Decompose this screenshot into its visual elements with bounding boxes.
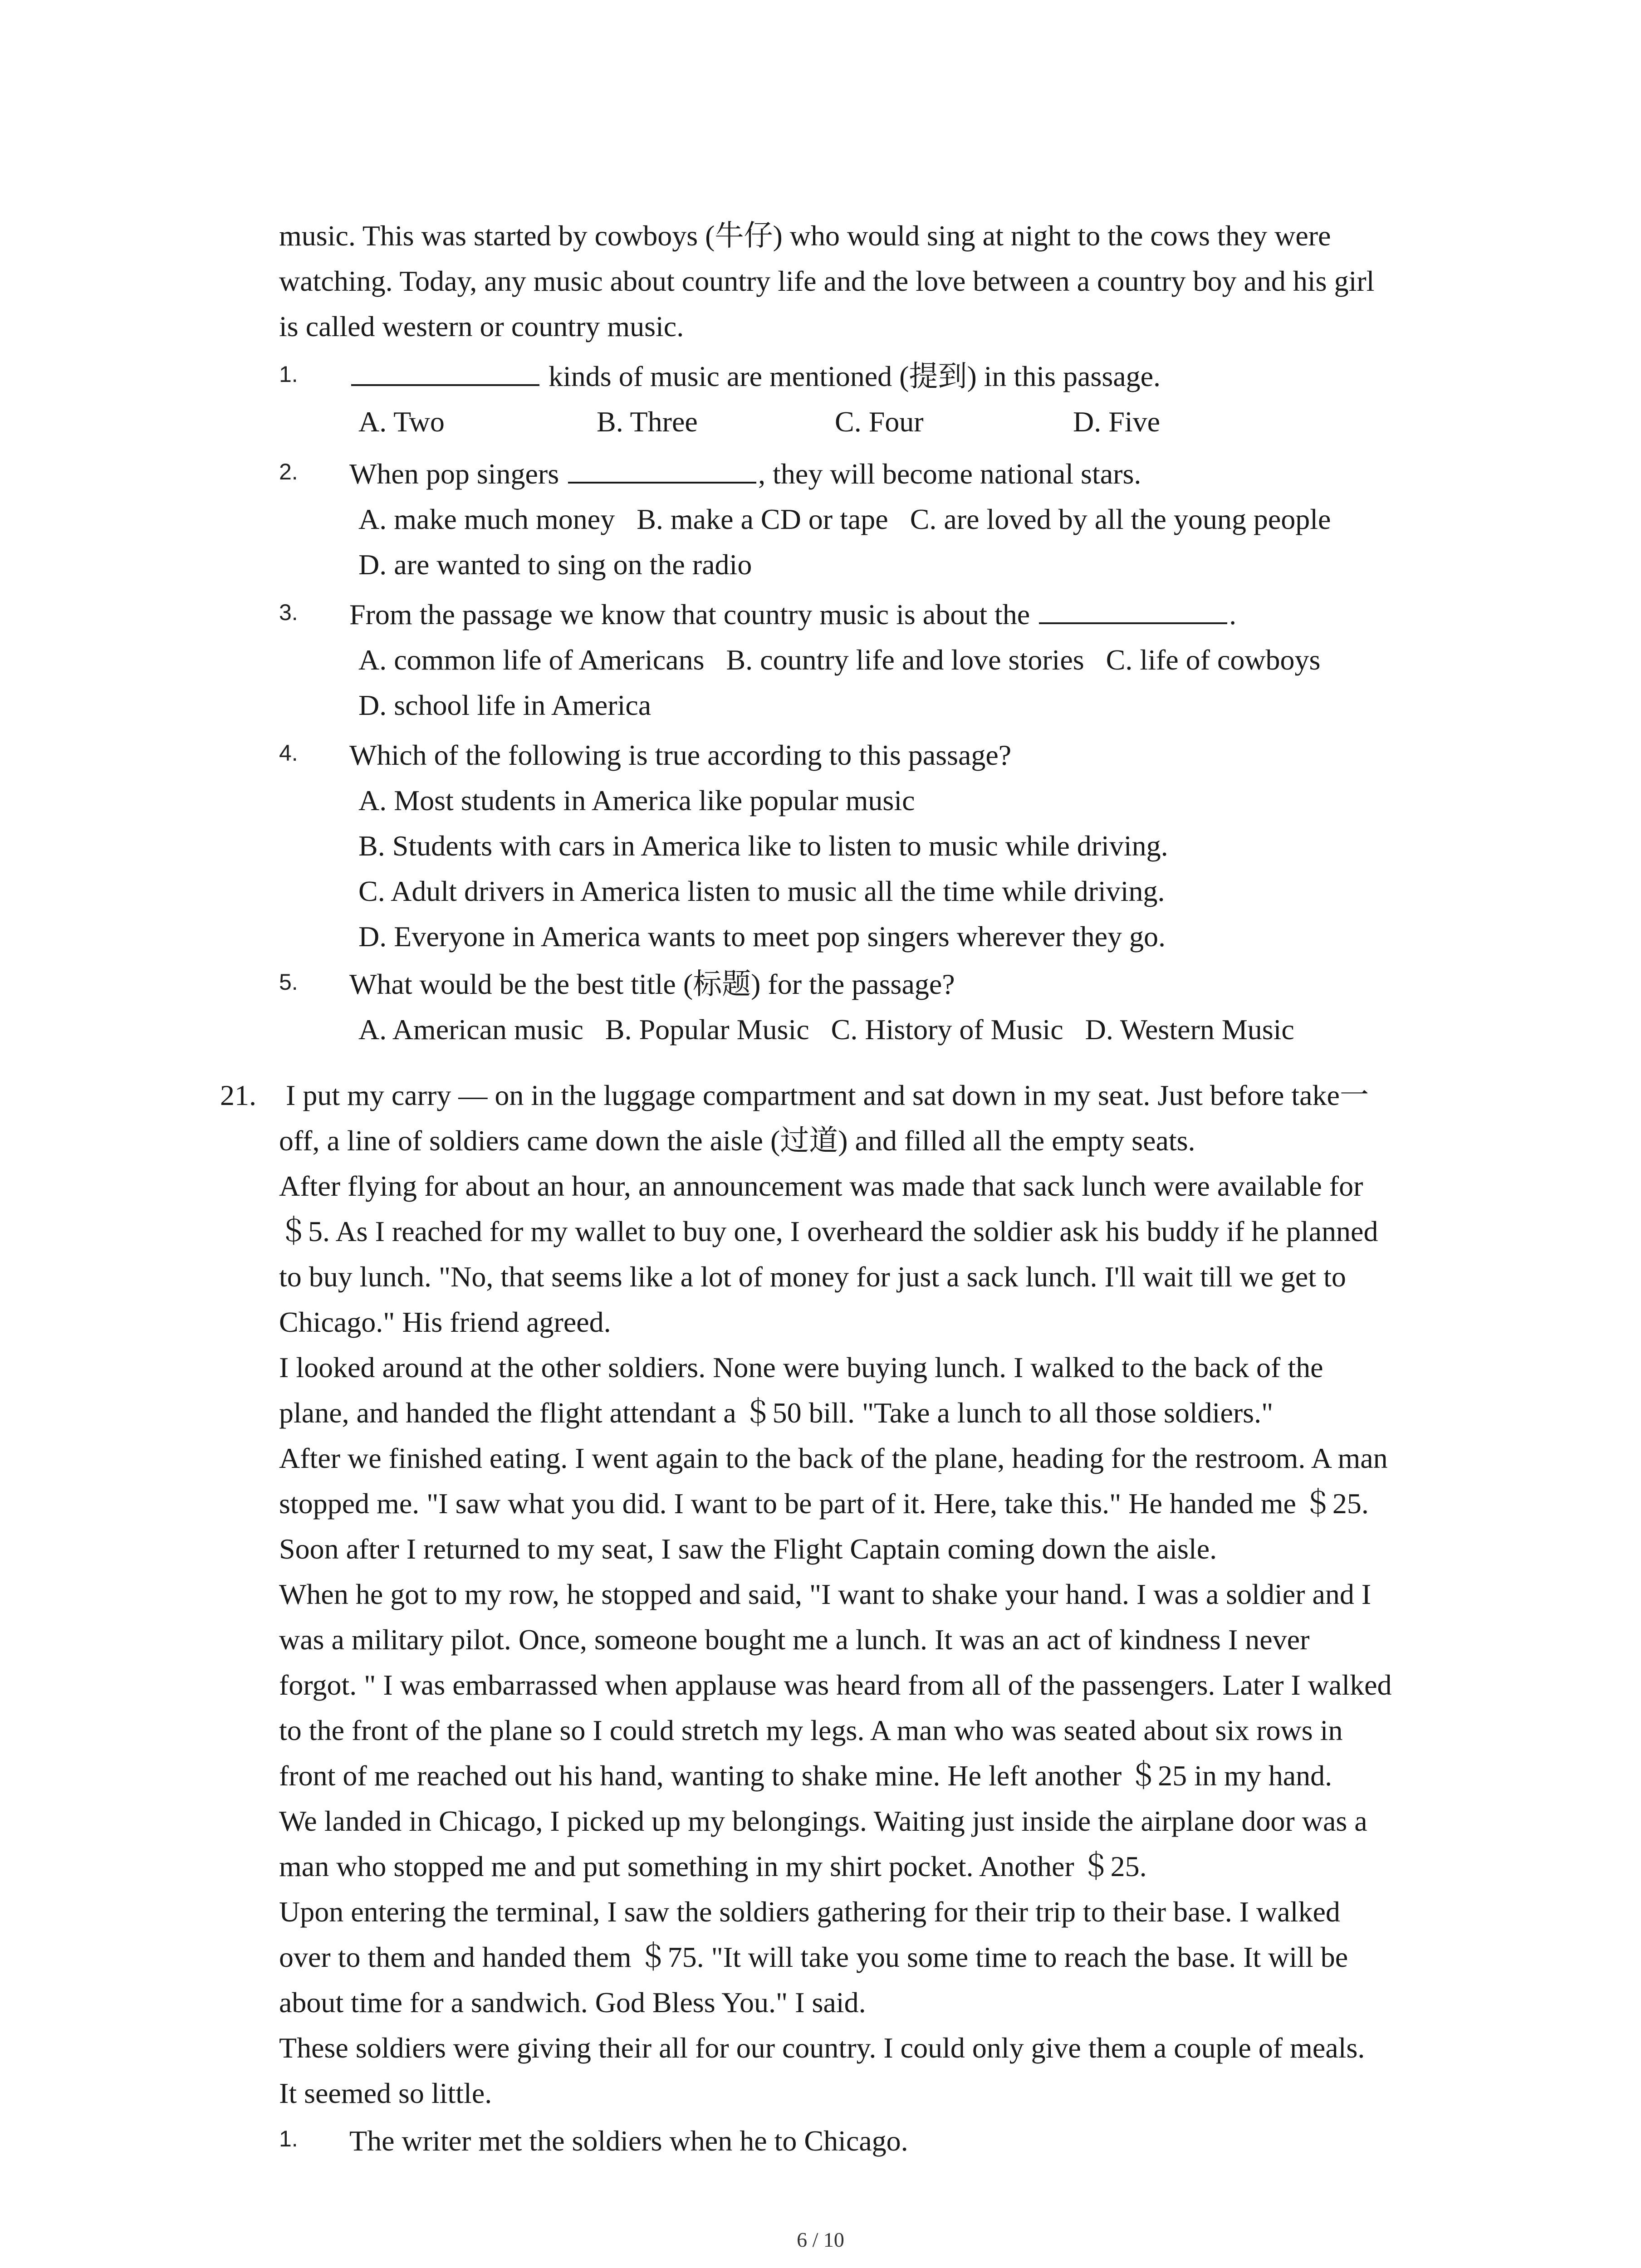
- passage-line: These soldiers were giving their all for our country. I could only give them a couple of meals.: [279, 2032, 1365, 2064]
- passage-line: I looked around at the other soldiers. None were buying lunch. I walked to the back of the: [279, 1351, 1323, 1383]
- intro-line: is called western or country music.: [279, 310, 684, 342]
- passage-line: man who stopped me and put something in my shirt pocket. Another ＄25.: [279, 1850, 1147, 1882]
- passage-line: front of me reached out his hand, wanting to shake mine. He left another ＄25 in my hand.: [279, 1760, 1332, 1792]
- answer-blank[interactable]: [351, 359, 539, 386]
- intro-line: watching. Today, any music about country life and the love between a country boy and his girl: [279, 265, 1375, 297]
- passage-line: After flying for about an hour, an announcement was made that sack lunch were available for: [279, 1170, 1363, 1202]
- passage-line: about time for a sandwich. God Bless You." I said.: [279, 1986, 866, 2019]
- question-text: From the passage we know that country music is about the .: [349, 596, 1236, 633]
- question-text: What would be the best title (标题) for the passage?: [349, 968, 955, 1000]
- question-text: kinds of music are mentioned (提到) in this passage.: [349, 358, 1161, 395]
- option-c[interactable]: C. Adult drivers in America listen to music all the time while driving.: [358, 875, 1165, 907]
- option-b[interactable]: B. Three: [597, 406, 698, 438]
- passage-line: ＄5. As I reached for my wallet to buy one, I overheard the soldier ask his buddy if he planned: [279, 1215, 1378, 1247]
- passage-line: We landed in Chicago, I picked up my belongings. Waiting just inside the airplane door was a: [279, 1805, 1367, 1837]
- option-d[interactable]: D. Five: [1073, 406, 1160, 438]
- passage-line: to the front of the plane so I could stretch my legs. A man who was seated about six rows in: [279, 1714, 1343, 1746]
- options-line[interactable]: A. common life of Americans B. country life and love stories C. life of cowboys: [358, 644, 1321, 676]
- options-line[interactable]: A. make much money B. make a CD or tape C. are loved by all the young people: [358, 503, 1331, 535]
- passage-line: off, a line of soldiers came down the aisle (过道) and filled all the empty seats.: [279, 1124, 1195, 1157]
- question-number: 3.: [279, 600, 298, 625]
- passage-line: was a military pilot. Once, someone bought me a lunch. It was an act of kindness I never: [279, 1623, 1310, 1656]
- question-number: 5.: [279, 969, 298, 995]
- answer-blank[interactable]: [568, 456, 756, 484]
- option-a[interactable]: A. Most students in America like popular music: [358, 784, 915, 816]
- page-number: 6 / 10: [797, 2228, 844, 2251]
- passage-number: 21.: [220, 1079, 256, 1111]
- passage-line: to buy lunch. "No, that seems like a lot of money for just a sack lunch. I'll wait till we get to: [279, 1261, 1346, 1293]
- passage-line: plane, and handed the flight attendant a ＄50 bill. "Take a lunch to all those soldiers.": [279, 1397, 1274, 1429]
- question-text: The writer met the soldiers when he to Chicago.: [349, 2125, 908, 2157]
- question-number: 2.: [279, 459, 298, 484]
- passage-line: Soon after I returned to my seat, I saw the Flight Captain coming down the aisle.: [279, 1533, 1217, 1565]
- option-d[interactable]: D. Everyone in America wants to meet pop singers wherever they go.: [358, 920, 1166, 953]
- options-line[interactable]: A. American music B. Popular Music C. History of Music D. Western Music: [358, 1013, 1294, 1046]
- answer-blank[interactable]: [1039, 597, 1227, 624]
- question-number: 4.: [279, 740, 298, 766]
- question-text: Which of the following is true according to this passage?: [349, 739, 1012, 771]
- passage-line: Chicago." His friend agreed.: [279, 1306, 611, 1338]
- option-a[interactable]: A. Two: [358, 406, 445, 438]
- question-text: When pop singers , they will become national stars.: [349, 456, 1141, 492]
- passage-line: forgot. " I was embarrassed when applause was heard from all of the passengers. Later I walked: [279, 1669, 1392, 1701]
- question-number: 1.: [279, 362, 298, 387]
- passage-line: Upon entering the terminal, I saw the soldiers gathering for their trip to their base. I walked: [279, 1896, 1340, 1928]
- passage-line: It seemed so little.: [279, 2077, 492, 2109]
- passage-line: stopped me. "I saw what you did. I want to be part of it. Here, take this." He handed me ＄25.: [279, 1487, 1369, 1520]
- intro-line: music. This was started by cowboys (牛仔) who would sing at night to the cows they were: [279, 220, 1331, 252]
- passage-line: I put my carry — on in the luggage compartment and sat down in my seat. Just before take一: [286, 1079, 1369, 1111]
- option-b[interactable]: B. Students with cars in America like to listen to music while driving.: [358, 830, 1168, 862]
- question-number: 1.: [279, 2126, 298, 2151]
- passage-line: When he got to my row, he stopped and said, "I want to shake your hand. I was a soldier and I: [279, 1578, 1372, 1610]
- option-d[interactable]: D. school life in America: [358, 689, 652, 721]
- option-d[interactable]: D. are wanted to sing on the radio: [358, 548, 752, 581]
- option-c[interactable]: C. Four: [835, 406, 924, 438]
- passage-line: After we finished eating. I went again to the back of the plane, heading for the restroom. A man: [279, 1442, 1388, 1474]
- passage-line: over to them and handed them ＄75. "It will take you some time to reach the base. It will be: [279, 1941, 1348, 1973]
